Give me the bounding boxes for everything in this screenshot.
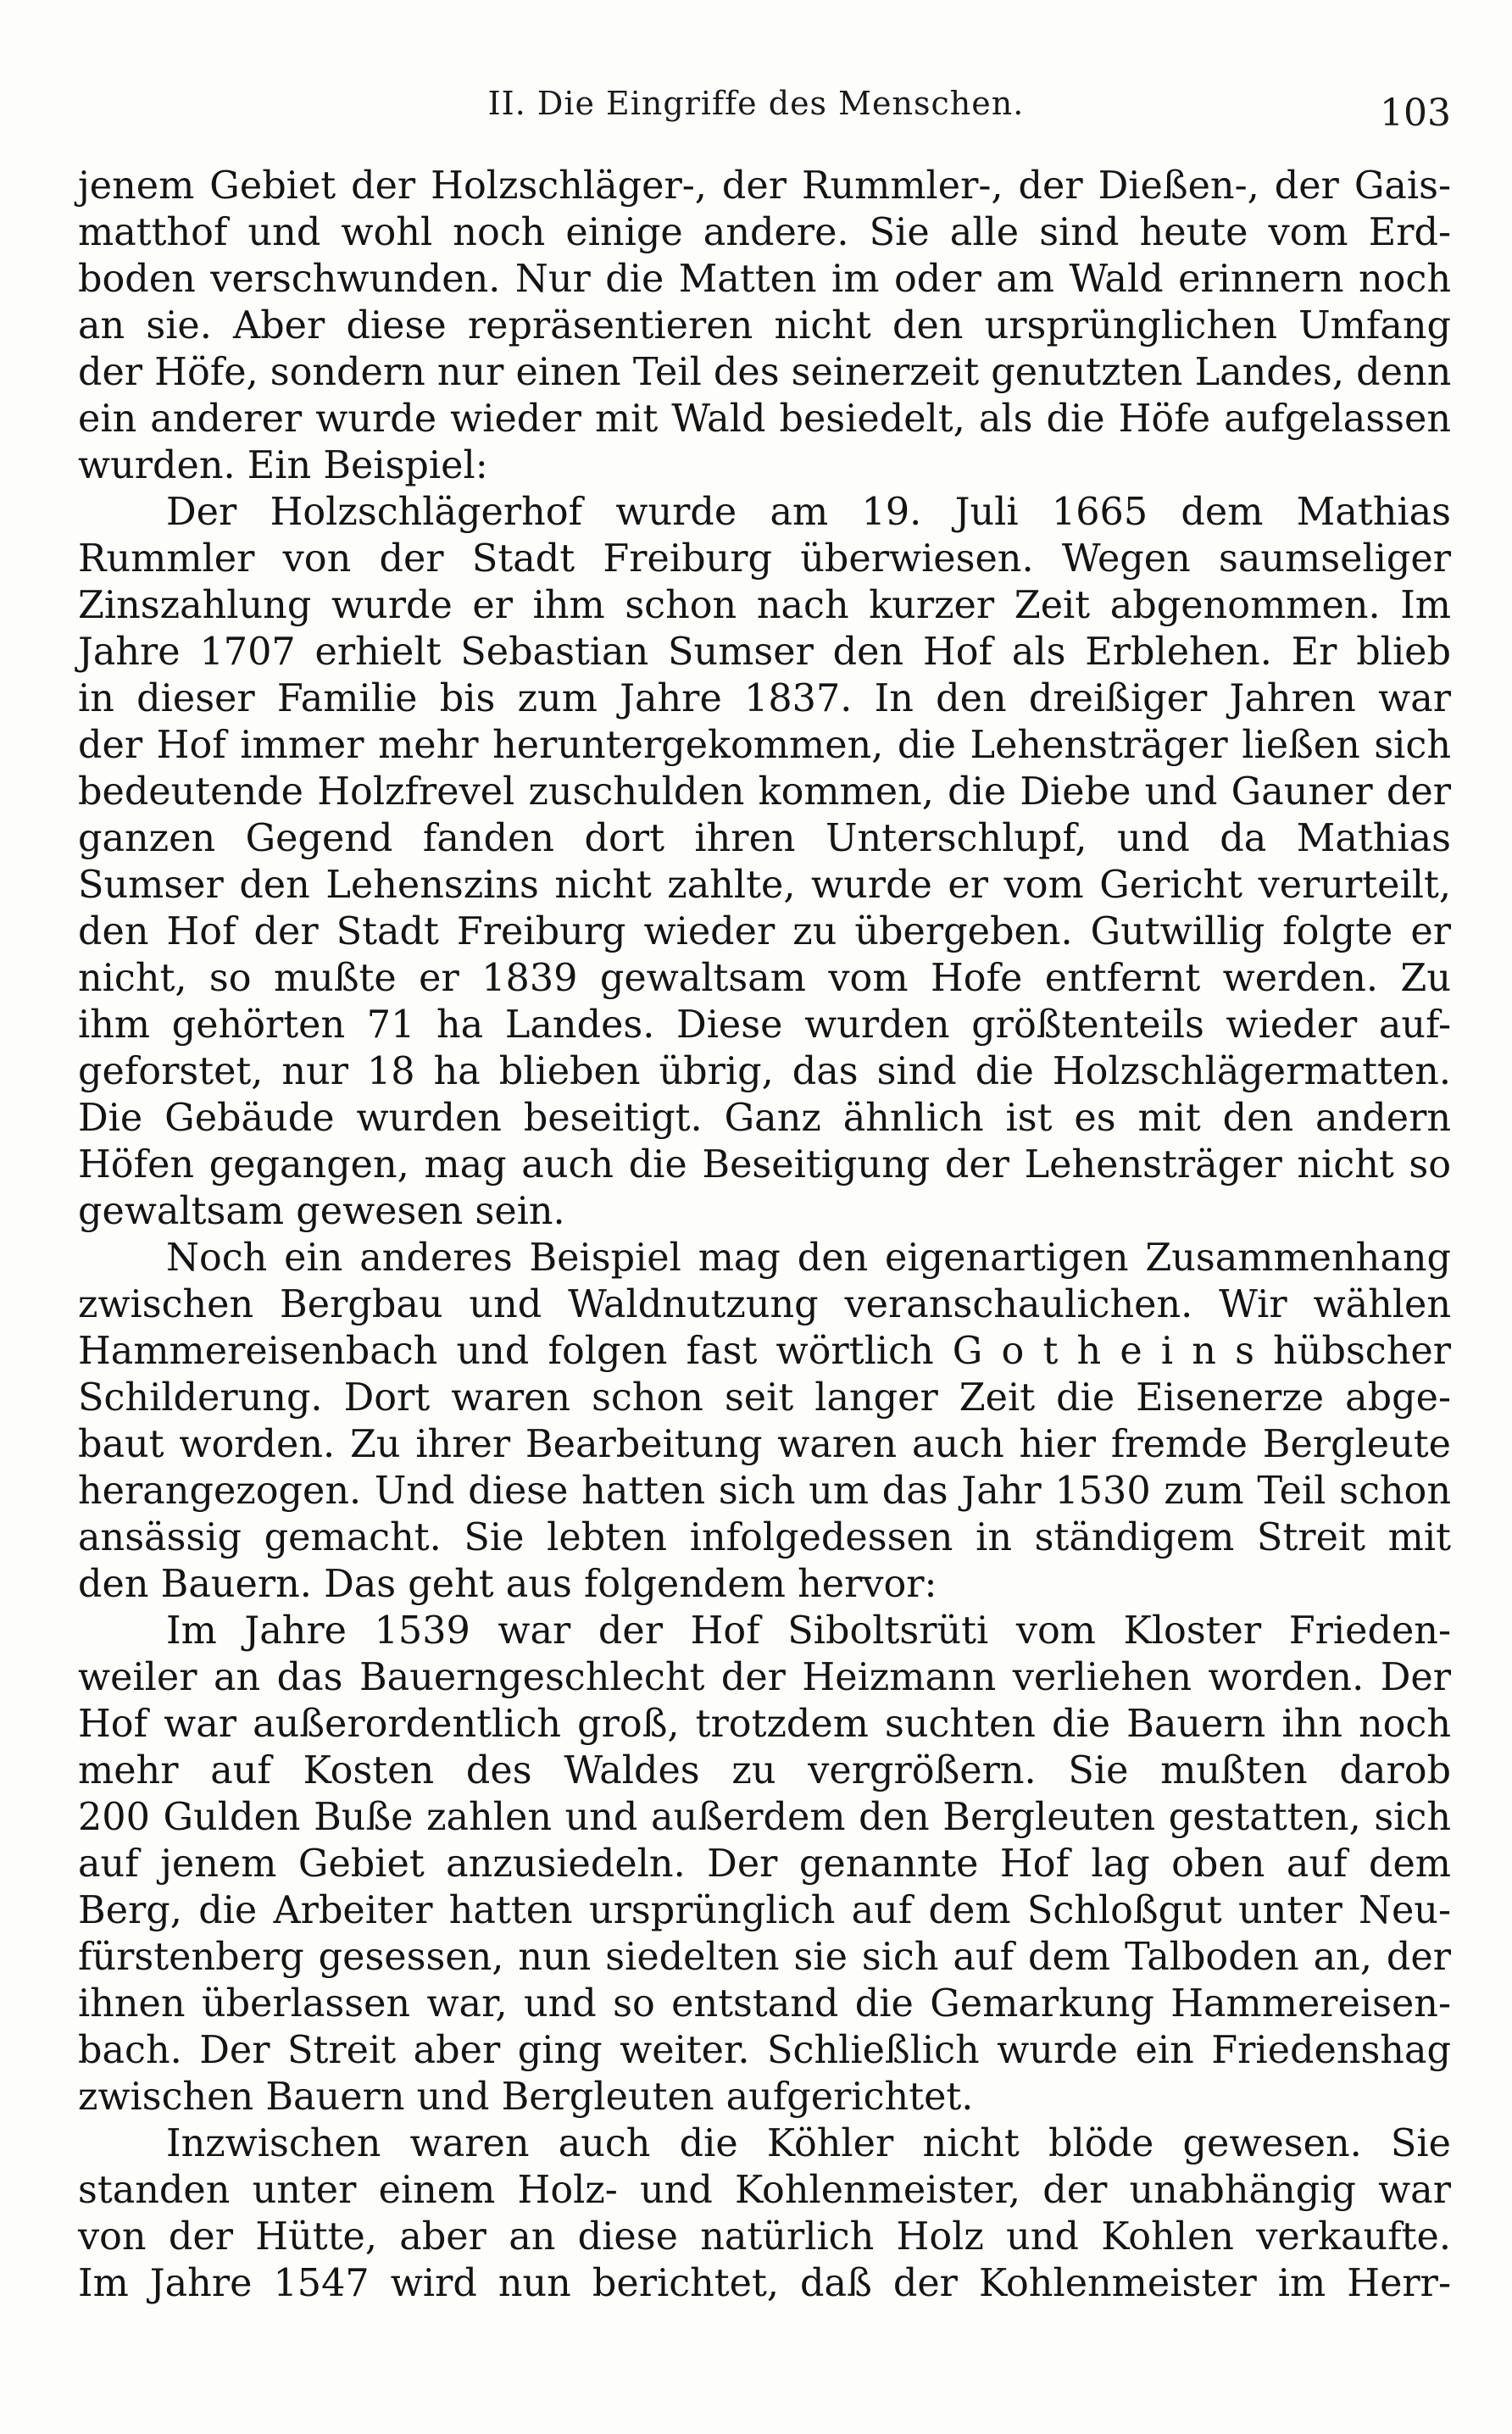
text-line: wurden. Ein Beispiel: bbox=[78, 444, 488, 487]
text-line: ganzen Gegend fanden dort ihren Unterschlupf, und da Mathias bbox=[78, 817, 1451, 860]
text-line: Noch ein anderes Beispiel mag den eigenartigen Zusammenhang bbox=[166, 1236, 1451, 1280]
text-line: ein anderer wurde wieder mit Wald besiedelt, als die Höfe aufgelassen bbox=[78, 397, 1451, 441]
text-line: fürstenberg gesessen, nun siedelten sie sich auf dem Talboden an, der bbox=[78, 1936, 1451, 1979]
text-line: baut worden. Zu ihrer Bearbeitung waren auch hier fremde Bergleute bbox=[78, 1423, 1451, 1466]
text-line: den Bauern. Das geht aus folgendem hervor: bbox=[78, 1563, 937, 1606]
text-line: Der Holzschlägerhof wurde am 19. Juli 1665 dem Mathias bbox=[166, 491, 1451, 534]
text-line: auf jenem Gebiet anzusiedeln. Der genannte Hof lag oben auf dem bbox=[78, 1842, 1451, 1886]
text-line: Sumser den Lehenszins nicht zahlte, wurde er vom Gericht verurteilt, bbox=[78, 864, 1451, 907]
text-line: herangezogen. Und diese hatten sich um das Jahr 1530 zum Teil schon bbox=[78, 1470, 1451, 1513]
text-line: gewaltsam gewesen sein. bbox=[78, 1190, 565, 1233]
text-line: Zinszahlung wurde er ihm schon nach kurzer Zeit abgenommen. Im bbox=[78, 584, 1451, 627]
text-line: zwischen Bauern und Bergleuten aufgerichtet. bbox=[78, 2076, 974, 2119]
text-line: geforstet, nur 18 ha blieben übrig, das sind die Holzschlägermatten. bbox=[78, 1050, 1451, 1093]
text-line: weiler an das Bauerngeschlecht der Heizmann verliehen worden. Der bbox=[78, 1656, 1451, 1699]
text-line: nicht, so mußte er 1839 gewaltsam vom Hofe entfernt werden. Zu bbox=[78, 957, 1451, 1000]
text-line: bedeutende Holzfrevel zuschulden kommen, die Diebe und Gauner der bbox=[78, 770, 1451, 814]
text-line: von der Hütte, aber an diese natürlich Holz und Kohlen verkaufte. bbox=[78, 2215, 1451, 2259]
running-title: II. Die Eingriffe des Menschen. bbox=[487, 85, 1025, 122]
body-text bbox=[78, 163, 1451, 2307]
text-line: jenem Gebiet der Holzschläger-, der Rummler-, der Dießen-, der Gais- bbox=[78, 164, 1451, 208]
text-line: ansässig gemacht. Sie lebten infolgedessen in ständigem Streit mit bbox=[78, 1516, 1451, 1559]
text-line: Die Gebäude wurden beseitigt. Ganz ähnlich ist es mit den andern bbox=[78, 1097, 1451, 1140]
text-line: der Hof immer mehr heruntergekommen, die Lehensträger ließen sich bbox=[78, 724, 1451, 767]
text-line: Berg, die Arbeiter hatten ursprünglich auf dem Schloßgut unter Neu- bbox=[78, 1889, 1451, 1932]
text-line: zwischen Bergbau und Waldnutzung veranschaulichen. Wir wählen bbox=[78, 1283, 1451, 1326]
text-line: ihnen überlassen war, und so entstand die Gemarkung Hammereisen- bbox=[78, 1982, 1451, 2026]
text-line: Höfen gegangen, mag auch die Beseitigung der Lehensträger nicht so bbox=[78, 1143, 1451, 1186]
text-line: an sie. Aber diese repräsentieren nicht den ursprünglichen Umfang bbox=[78, 304, 1451, 347]
text-line: Jahre 1707 erhielt Sebastian Sumser den Hof als Erblehen. Er blieb bbox=[78, 631, 1451, 674]
text-line: Hof war außerordentlich groß, trotzdem suchten die Bauern ihn noch bbox=[78, 1703, 1451, 1746]
text-line: Rummler von der Stadt Freiburg überwiesen. Wegen saumseliger bbox=[78, 537, 1451, 581]
text-line: Inzwischen waren auch die Köhler nicht blöde gewesen. Sie bbox=[166, 2122, 1451, 2165]
text-line: mehr auf Kosten des Waldes zu vergrößern. Sie mußten darob bbox=[78, 1749, 1451, 1792]
text-line: 200 Gulden Buße zahlen und außerdem den Bergleuten gestatten, sich bbox=[78, 1796, 1451, 1839]
text-line: der Höfe, sondern nur einen Teil des seinerzeit genutzten Landes, denn bbox=[78, 351, 1452, 394]
text-line: den Hof der Stadt Freiburg wieder zu übergeben. Gutwillig folgte er bbox=[78, 910, 1451, 953]
text-line: in dieser Familie bis zum Jahre 1837. In den dreißiger Jahren war bbox=[78, 677, 1451, 720]
text-line: bach. Der Streit aber ging weiter. Schließlich wurde ein Friedenshag bbox=[78, 2029, 1451, 2072]
text-line: Schilderung. Dort waren schon seit langer Zeit die Eisenerze abge- bbox=[78, 1376, 1451, 1420]
text-line: standen unter einem Holz- und Kohlenmeister, der unabhängig war bbox=[78, 2169, 1451, 2212]
text-line: matthof und wohl noch einige andere. Sie alle sind heute vom Erd- bbox=[78, 211, 1451, 254]
page-number: 103 bbox=[1380, 92, 1451, 135]
text-line: boden verschwunden. Nur die Matten im oder am Wald erinnern noch bbox=[78, 258, 1451, 301]
text-line: Hammereisenbach und folgen fast wörtlich G o t h e i n s hübscher bbox=[78, 1330, 1451, 1373]
text-line: Im Jahre 1547 wird nun berichtet, daß der Kohlenmeister im Herr- bbox=[78, 2262, 1451, 2305]
text-line: ihm gehörten 71 ha Landes. Diese wurden größtenteils wieder auf- bbox=[78, 1003, 1451, 1047]
text-line: Im Jahre 1539 war der Hof Siboltsrüti vom Kloster Frieden- bbox=[166, 1609, 1451, 1653]
